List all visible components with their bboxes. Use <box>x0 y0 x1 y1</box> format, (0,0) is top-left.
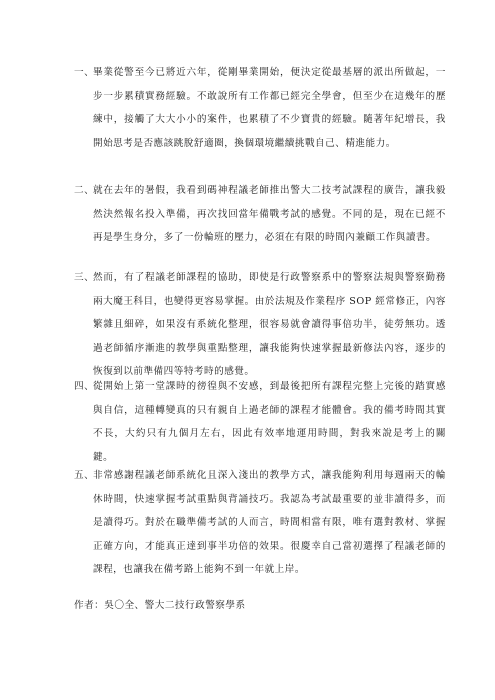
paragraph-item-5 <box>74 464 446 582</box>
item-number: 一、 <box>74 67 95 78</box>
item-number: 二、 <box>74 185 95 196</box>
paragraph-item-4 <box>74 375 446 469</box>
item-text: 畢業從警至今已將近六年，從剛畢業開始，便決定從最基層的派出所做起，一步一步累積實務經驗。不敢說所有工作都已經完全學會，但至少在這幾年的歷練中，接觸了大大小小的案件，也累積了不少寶貴的經驗。隨著年紀增長，我開始思考是否應該跳脫舒適圈，換個環境繼續挑戰自己、精進能力。 <box>93 67 446 149</box>
item-number: 三、 <box>74 272 95 283</box>
paragraph-item-3 <box>74 266 446 384</box>
paragraph-item-2 <box>74 179 446 250</box>
item-text: 非常感謝程議老師系統化且深入淺出的教學方式，讓我能夠利用每週兩天的輪休時間，快速掌握考試重點與背誦技巧。我認為考試最重要的並非讀得多，而是讀得巧。對於在職準備考試的人而言，時間相當有限，唯有選對教材、掌握正確方向，才能真正達到事半功倍的效果。很慶幸自己當初選擇了程議老師的課程，也讓我在備考路上能夠不到一年就上岸。 <box>93 470 446 575</box>
paragraph-item-1 <box>74 61 446 155</box>
item-text: 就在去年的暑假，我看到碼神程議老師推出警大二技考試課程的廣告，讓我毅然決然報名投入準備，再次找回當年備戰考試的感覺。不同的是，現在已經不再是學生身分，多了一份輪班的壓力，必須在有限的時間內兼顧工作與讀書。 <box>93 185 446 243</box>
item-text: 從開始上第一堂課時的徬徨與不安感，到最後把所有課程完整上完後的踏實感與自信，這種轉變真的只有親自上過老師的課程才能體會。我的備考時間其實不長，大約只有九個月左右，因此有效率地運用時間，對我來說是考上的關鍵。 <box>93 381 446 463</box>
author-line: 作者：吳〇全、警大二技行政警察學系 <box>74 600 246 611</box>
item-number: 五、 <box>74 470 95 481</box>
item-text: 然而，有了程議老師課程的協助，即使是行政警察系中的警察法規與警察勤務兩大魔王科目，也變得更容易掌握。由於法規及作業程序 SOP 經常修正，內容繁雜且細碎，如果沒有系統化整理，很容易就會讀得事倍功半，徒勞無功。透過老師循序漸進的教學與重點整理，讓我能夠快速掌握最新修法內容，逐步的恢復到以前準備四等特考時的感覺。 <box>93 272 446 377</box>
item-number: 四、 <box>74 381 95 392</box>
